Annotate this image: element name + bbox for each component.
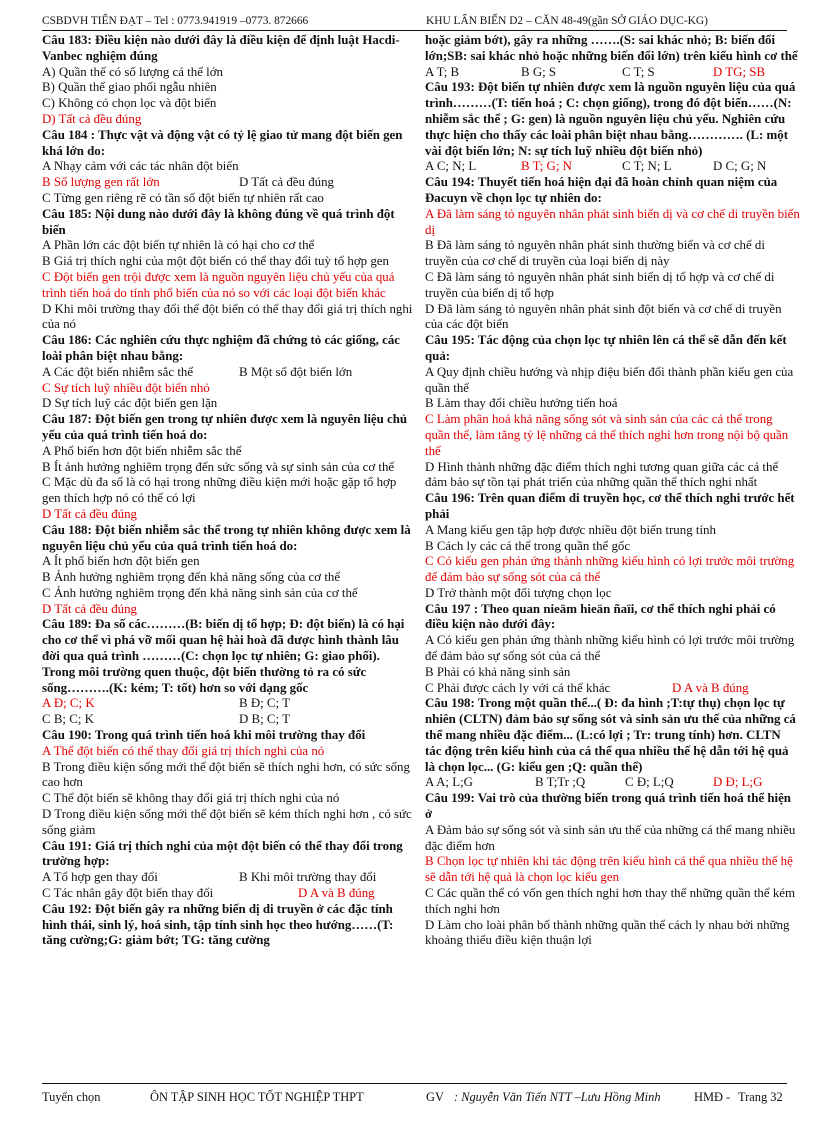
answer-option: A Tổ hợp gen thay đổi xyxy=(42,870,158,885)
answer-option: D Tất cả đều đúng xyxy=(239,175,334,190)
answer-option: B Cách ly các cá thể trong quần thể gốc xyxy=(425,538,631,553)
answer-option: B Đ; C; T xyxy=(239,696,290,711)
answer-row xyxy=(42,696,414,712)
answer-row xyxy=(425,775,800,791)
answer-option: C T; N; L xyxy=(622,159,672,174)
answer-option: B Một số đột biến lớn xyxy=(239,364,353,379)
correct-answer: C Làm phân hoá khả năng sống sót và sinh sản của các cá thể trong quần thể, làm tăng tỷ lệ những cá thể thích nghi hơn trong nội bộ quần thể xyxy=(425,412,789,458)
question-text: Câu 189: Đa số các………(B: biến dị tổ hợp; Đ: đột biến) là có hại cho cơ thể vì phá vỡ mối quan hệ hài hoà đã được hình thành lâu đời qua quá trình ………(C: chọn lọc tự nhiên; G: giao phối). Trong môi trường quen thuộc, đột biến thường tỏ ra có sức sống……….(K: kém; T: tốt) hơn so với dạng gốc xyxy=(42,617,405,695)
footer-hmd: HMĐ - xyxy=(694,1090,731,1104)
question-text: Câu 197 : Theo quan nieäm hieän ñaïi, cơ thể thích nghi phải có điều kiện nào dưới đây: xyxy=(425,601,776,632)
answer-option: B Phải có khả năng sinh sản xyxy=(425,664,571,679)
header-rule xyxy=(42,30,787,31)
answer-option: A A; L;G xyxy=(425,775,473,790)
answer-option: C Từng gen riêng rẽ có tần số đột biến tự nhiên rất cao xyxy=(42,190,324,205)
correct-answer: A Đ; C; K xyxy=(42,696,95,711)
answer-option: C Thể đột biến sẽ không thay đổi giá trị thích nghi của nó xyxy=(42,791,340,806)
question-text: Câu 183: Điều kiện nào dưới đây là điều kiện để định luật Hacdi-Vanbec nghiệm đúng xyxy=(42,33,400,63)
answer-option: B Giá trị thích nghi của một đột biến có thể thay đổi tuỳ tổ hợp gen xyxy=(42,254,389,269)
answer-option: A Các đột biến nhiễm sắc thể xyxy=(42,364,194,379)
footer-gv: GV xyxy=(426,1090,444,1104)
answer-row xyxy=(425,65,800,81)
answer-option: B Trong điều kiện sống mới thể đột biến sẽ thích nghi hơn, có sức sống cao hơn xyxy=(42,759,410,790)
question-text: Câu 188: Đột biến nhiễm sắc thể trong tự nhiên không được xem là nguyên liệu chủ yếu của quá trình tiến hoá do: xyxy=(42,522,411,553)
correct-answer: D TG; SB xyxy=(713,64,766,79)
answer-option: D Hình thành những đặc điểm thích nghi tương quan giữa các cá thể đảm bảo sự tồn tại phát triển của những quần thể thích nghi nhất xyxy=(425,459,779,490)
question-text: Câu 187: Đột biến gen trong tự nhiên được xem là nguyên liệu chủ yếu của quá trình tiến hoá do: xyxy=(42,412,408,442)
answer-row xyxy=(425,159,800,175)
answer-option: C T; S xyxy=(622,64,655,79)
question-text: Câu 185: Nội dung nào dưới đây là không đúng về quá trình đột biến xyxy=(42,206,395,237)
answer-option: A Phổ biến hơn đột biến nhiễm sắc thể xyxy=(42,443,242,458)
answer-option: A Có kiểu gen phản ứng thành những kiểu hình có lợi trước môi trường để đảm bảo sự sống sót của cá thể xyxy=(425,633,795,664)
question-text: hoặc giảm bớt), gây ra những …….(S: sai khác nhỏ; B: biến đổi lớn;SB: sai khác nhỏ hoặc những biến đổi lớn) trên kiểu hình cơ thể xyxy=(425,33,798,63)
answer-option: A Ít phổ biến hơn đột biến gen xyxy=(42,554,200,569)
footer-rule xyxy=(42,1083,787,1084)
answer-option: A Đảm bảo sự sống sót và sinh sản ưu thế của những cá thể mang nhiều đặc điểm hơn xyxy=(425,822,796,853)
answer-option: C Các quần thể có vốn gen thích nghi hơn thay thế những quần thể kém thích nghi hơn xyxy=(425,886,796,916)
header-left: CSBDVH TIẾN ĐẠT – Tel : 0773.941919 –0773. 872666 xyxy=(42,15,309,27)
answer-option: A Mang kiểu gen tập hợp được nhiều đột biến trung tính xyxy=(425,522,716,537)
question-text: Câu 193: Đột biến tự nhiên được xem là nguồn nguyên liệu của quá trình………(T: tiến hoá ; C: chọn giống), trong đó đột biến……(N: nhiễm sắc thể ; G: gen) là nguồn nguyên liệu chủ yếu. Nghiên cứu thực hiện cho thấy các loài phân biệt nhau bằng…………. (L: một vài đột biến lớn; N: sự tích luỹ nhiều đột biến nhỏ) xyxy=(425,80,796,158)
question-text: Câu 186: Các nghiên cứu thực nghiệm đã chứng tỏ các giống, các loài phân biệt nhau bằng: xyxy=(42,333,401,363)
answer-option: A Quy định chiều hướng và nhịp điệu biến đổi thành phần kiểu gen của quần thể xyxy=(425,364,794,395)
answer-option: D Trở thành một đối tượng chọn lọc xyxy=(425,585,612,600)
answer-option: B Làm thay đổi chiều hướng tiến hoá xyxy=(425,396,618,411)
correct-answer: D) Tất cả đều đúng xyxy=(42,111,142,126)
answer-option: C) Không có chọn lọc và đột biến xyxy=(42,96,217,111)
correct-answer: C Có kiểu gen phản ứng thành những kiểu hình có lợi trước môi trường để đảm bảo sự sống sót của cá thể xyxy=(425,554,795,585)
answer-option: D Trong điều kiện sống mới thể đột biến sẽ kém thích nghi hơn , có sức sống giảm xyxy=(42,807,412,837)
answer-row xyxy=(42,365,414,381)
answer-option: D Sự tích luỹ các đột biến gen lặn xyxy=(42,396,218,411)
question-text: Câu 198: Trong một quần thể...( Đ: đa hình ;T:tự thụ) chọn lọc tự nhiên (CLTN) đảm bảo sự sống sót và sinh sản ưu thế của những cá thể mang nhiều đặc điểm... (L:có lợi ; Tr: trung tính) hơn. CLTN tác động trên kiểu hình của cá thể qua nhiều thế hệ dẫn tới hệ quả là chọn lọc... (G: kiểu gen ;Q: quần thể) xyxy=(425,696,796,774)
correct-answer: D A và B đúng xyxy=(672,680,749,695)
answer-option: A T; B xyxy=(425,64,460,79)
question-text: Câu 184 : Thực vật và động vật có tỷ lệ giao tử mang đột biến gen khá lớn do: xyxy=(42,127,403,158)
answer-row xyxy=(42,886,414,902)
correct-answer: D A và B đúng xyxy=(298,886,375,901)
correct-answer: A Đã làm sáng tỏ nguyên nhân phát sinh biến dị và cơ chế di truyền biến dị xyxy=(425,206,800,237)
answer-option: D Làm cho loài phân bố thành những quần thể cách ly nhau bởi những khoảng thiếu điều kiện thuận lợi xyxy=(425,917,790,948)
answer-row xyxy=(42,870,414,886)
answer-option: A Phần lớn các đột biến tự nhiên là có hại cho cơ thể xyxy=(42,238,315,253)
answer-option: D Khi môi trường thay đổi thể đột biến có thể thay đổi giá trị thích nghi của nó xyxy=(42,301,413,332)
question-text: Câu 195: Tác động của chọn lọc tự nhiên lên cá thể sẽ dẫn đến kết quả: xyxy=(425,333,787,363)
answer-option: B Đã làm sáng tỏ nguyên nhân phát sinh thường biến và cơ chế di truyền của cơ chế di truyền của loại biến dị này xyxy=(425,238,765,269)
correct-answer: D Đ; L;G xyxy=(713,775,763,790)
answer-option: C Đ; L;Q xyxy=(625,775,674,790)
answer-row xyxy=(425,681,800,697)
answer-option: D Đã làm sáng tỏ nguyên nhân phát sinh đột biến và cơ chế di truyền của các đột biến xyxy=(425,301,782,332)
correct-answer: D Tất cả đều đúng xyxy=(42,601,137,616)
answer-option: B Ít ảnh hưởng nghiêm trọng đến sức sống và sự sinh sản của cơ thể xyxy=(42,459,395,474)
answer-option: B G; S xyxy=(521,64,557,79)
question-text: Câu 199: Vai trò của thường biến trong quá trình tiến hoá thể hiện ở xyxy=(425,791,791,822)
question-text: Câu 196: Trên quan điểm di truyền học, cơ thể thích nghi trước hết phải xyxy=(425,491,795,521)
answer-option: C Tác nhân gây đột biến thay đổi xyxy=(42,886,214,901)
correct-answer: B T; G; N xyxy=(521,159,572,174)
header-right: KHU LẤN BIỂN D2 – CĂN 48-49(gần SỞ GIÁO DỤC-KG) xyxy=(426,15,708,27)
answer-option: C Phải được cách ly với cá thể khác xyxy=(425,680,611,695)
answer-option: A Nhạy cảm với các tác nhân đột biến xyxy=(42,159,239,174)
answer-option: B) Quần thể giao phối ngẫu nhiên xyxy=(42,80,217,95)
answer-option: A) Quần thể có số lượng cá thể lớn xyxy=(42,64,223,79)
question-text: Câu 191: Giá trị thích nghi của một đột biến có thể thay đổi trong trường hợp: xyxy=(42,838,403,869)
question-text: Câu 192: Đột biến gây ra những biến dị di truyền ở các đặc tính hình thái, sinh lý, hoá sinh, tập tính sinh học theo hướng……(T: tăng cường;G: giảm bớt; TG: tăng cường xyxy=(42,901,394,948)
left-column xyxy=(42,33,414,949)
footer-authors: : Nguyễn Văn Tiến NTT –Lưu Hồng Minh xyxy=(454,1090,661,1104)
answer-option: D B; C; T xyxy=(239,712,290,727)
footer-page: Trang 32 xyxy=(738,1090,783,1104)
answer-option: C Ảnh hưởng nghiêm trọng đến khả năng sinh sản của cơ thể xyxy=(42,585,358,600)
answer-option: B T;Tr ;Q xyxy=(535,775,586,790)
correct-answer: B Số lượng gen rất lớn xyxy=(42,175,160,190)
correct-answer: C Sự tích luỹ nhiều đột biến nhỏ xyxy=(42,380,210,395)
question-text: Câu 194: Thuyết tiến hoá hiện đại đã hoàn chỉnh quan niệm của Đacuyn về chọn lọc tự nhiên do: xyxy=(425,175,778,205)
answer-option: B Khi môi trường thay đổi xyxy=(239,870,377,885)
correct-answer: A Thể đột biến có thể thay đổi giá trị thích nghi của nó xyxy=(42,743,325,758)
answer-option: B Ảnh hưởng nghiêm trọng đến khả năng sống của cơ thể xyxy=(42,570,341,585)
footer-title: ÔN TẬP SINH HỌC TỐT NGHIỆP THPT xyxy=(150,1090,364,1104)
right-column xyxy=(425,33,800,949)
correct-answer: C Đột biến gen trội được xem là nguồn nguyên liệu chủ yếu của quá trình tiến hoá do tính phổ biến của nó so với các loại đột biến khác xyxy=(42,269,395,300)
footer-left: Tuyển chọn xyxy=(42,1090,101,1104)
answer-row xyxy=(42,712,414,728)
answer-option: C Mặc dù đa số là có hại trong những điều kiện mới hoặc gặp tổ hợp gen thích hợp nó có thể có lợi xyxy=(42,475,397,506)
answer-option: A C; N; L xyxy=(425,159,477,174)
answer-option: C Đã làm sáng tỏ nguyên nhân phát sinh biến dị tổ hợp và cơ chế di truyền của biến dị tổ hợp xyxy=(425,269,775,300)
answer-option: D C; G; N xyxy=(713,159,767,174)
question-text: Câu 190: Trong quá trình tiến hoá khi môi trường thay đổi xyxy=(42,728,366,743)
correct-answer: D Tất cả đều đúng xyxy=(42,506,137,521)
correct-answer: B Chọn lọc tự nhiên khi tác động trên kiểu hình cá thể qua nhiều thế hệ sẽ dẫn tới hệ quả là chọn lọc kiểu gen xyxy=(425,854,793,885)
answer-row xyxy=(42,175,414,191)
answer-option: C B; C; K xyxy=(42,712,94,727)
